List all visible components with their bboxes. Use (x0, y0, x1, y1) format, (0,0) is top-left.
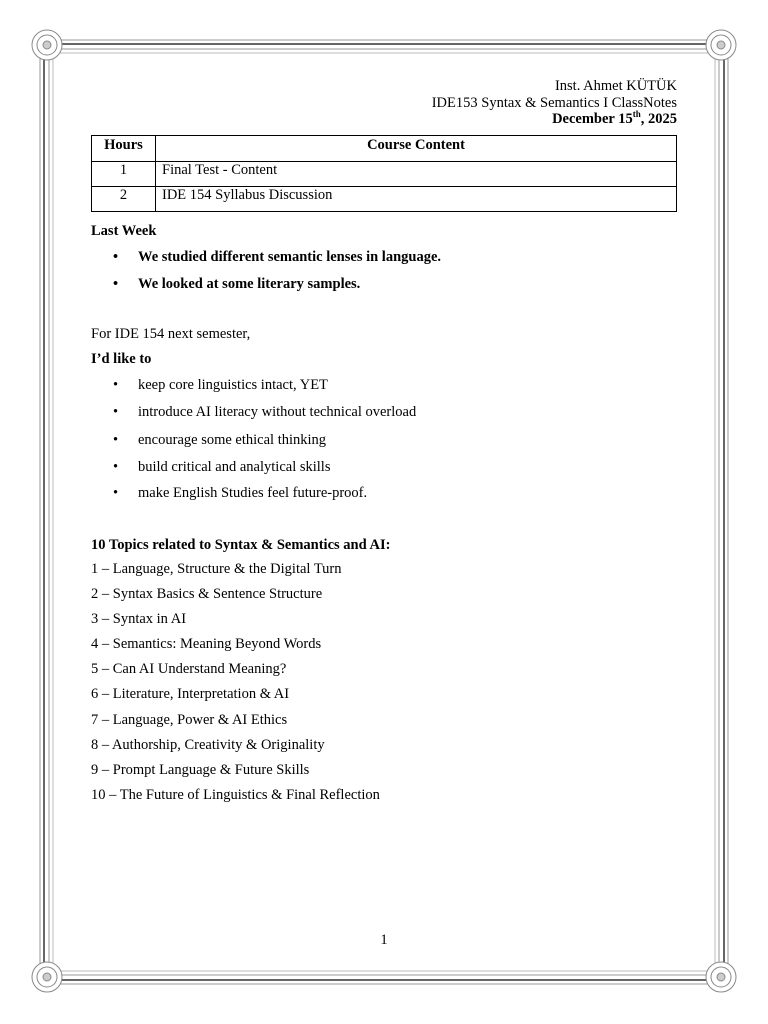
list-item-text: We studied different semantic lenses in language. (138, 249, 442, 265)
row-content: IDE 154 Syllabus Discussion (156, 187, 677, 212)
date-year: , 2025 (640, 111, 677, 127)
column-header-content: Course Content (156, 136, 677, 162)
list-item (91, 377, 416, 404)
topic-item: 1 – Language, Structure & the Digital Turn (91, 561, 342, 577)
topic-item: 7 – Language, Power & AI Ethics (91, 712, 288, 728)
list-item (91, 404, 416, 432)
topics-heading: 10 Topics related to Syntax & Semantics and AI: (91, 537, 391, 553)
bullet-icon: • (113, 459, 119, 475)
list-item (91, 459, 416, 485)
date-ordinal: th (632, 109, 641, 120)
bullet-icon: • (113, 432, 119, 448)
topic-item: 2 – Syntax Basics & Sentence Structure (91, 586, 323, 602)
bullet-icon: • (113, 404, 119, 420)
topic-item: 4 – Semantics: Meaning Beyond Words (91, 636, 322, 652)
document-header (432, 78, 677, 128)
schedule-table (91, 135, 677, 212)
bullet-icon: • (113, 377, 119, 393)
instructor-name: Inst. Ahmet KÜTÜK (554, 78, 677, 94)
page-number: 1 (380, 932, 388, 948)
list-item (91, 249, 441, 276)
date-prefix: December 15 (552, 111, 633, 127)
row-hours: 2 (92, 187, 156, 212)
table-header-row (92, 136, 677, 162)
course-title: IDE153 Syntax & Semantics I ClassNotes (431, 94, 677, 111)
document-date (432, 111, 677, 128)
table-row (92, 187, 677, 212)
row-content: Final Test - Content (156, 162, 677, 187)
bullet-icon: • (113, 249, 119, 265)
bullet-icon: • (113, 485, 119, 501)
topic-item: 6 – Literature, Interpretation & AI (91, 686, 290, 702)
list-item-text: introduce AI literacy without technical overload (138, 404, 417, 420)
row-hours: 1 (92, 162, 156, 187)
last-week-list (91, 249, 441, 293)
table-row (92, 162, 677, 187)
next-semester-heading: I’d like to (91, 351, 152, 367)
topic-item: 10 – The Future of Linguistics & Final Reflection (91, 787, 380, 803)
topic-item: 3 – Syntax in AI (91, 611, 187, 627)
topic-item: 9 – Prompt Language & Future Skills (91, 762, 310, 778)
last-week-heading: Last Week (91, 223, 157, 239)
next-semester-list (91, 377, 416, 502)
list-item-text: encourage some ethical thinking (138, 432, 327, 448)
list-item (91, 276, 441, 293)
bullet-icon: • (113, 276, 119, 292)
list-item (91, 485, 416, 502)
list-item-text: make English Studies feel future-proof. (138, 485, 368, 501)
list-item-text: We looked at some literary samples. (138, 276, 361, 292)
list-item-text: keep core linguistics intact, YET (138, 377, 328, 393)
topic-item: 5 – Can AI Understand Meaning? (91, 661, 287, 677)
column-header-hours: Hours (92, 136, 156, 162)
list-item-text: build critical and analytical skills (138, 459, 331, 475)
list-item (91, 432, 416, 459)
next-semester-intro: For IDE 154 next semester, (91, 326, 251, 342)
topic-item: 8 – Authorship, Creativity & Originality (91, 737, 325, 753)
